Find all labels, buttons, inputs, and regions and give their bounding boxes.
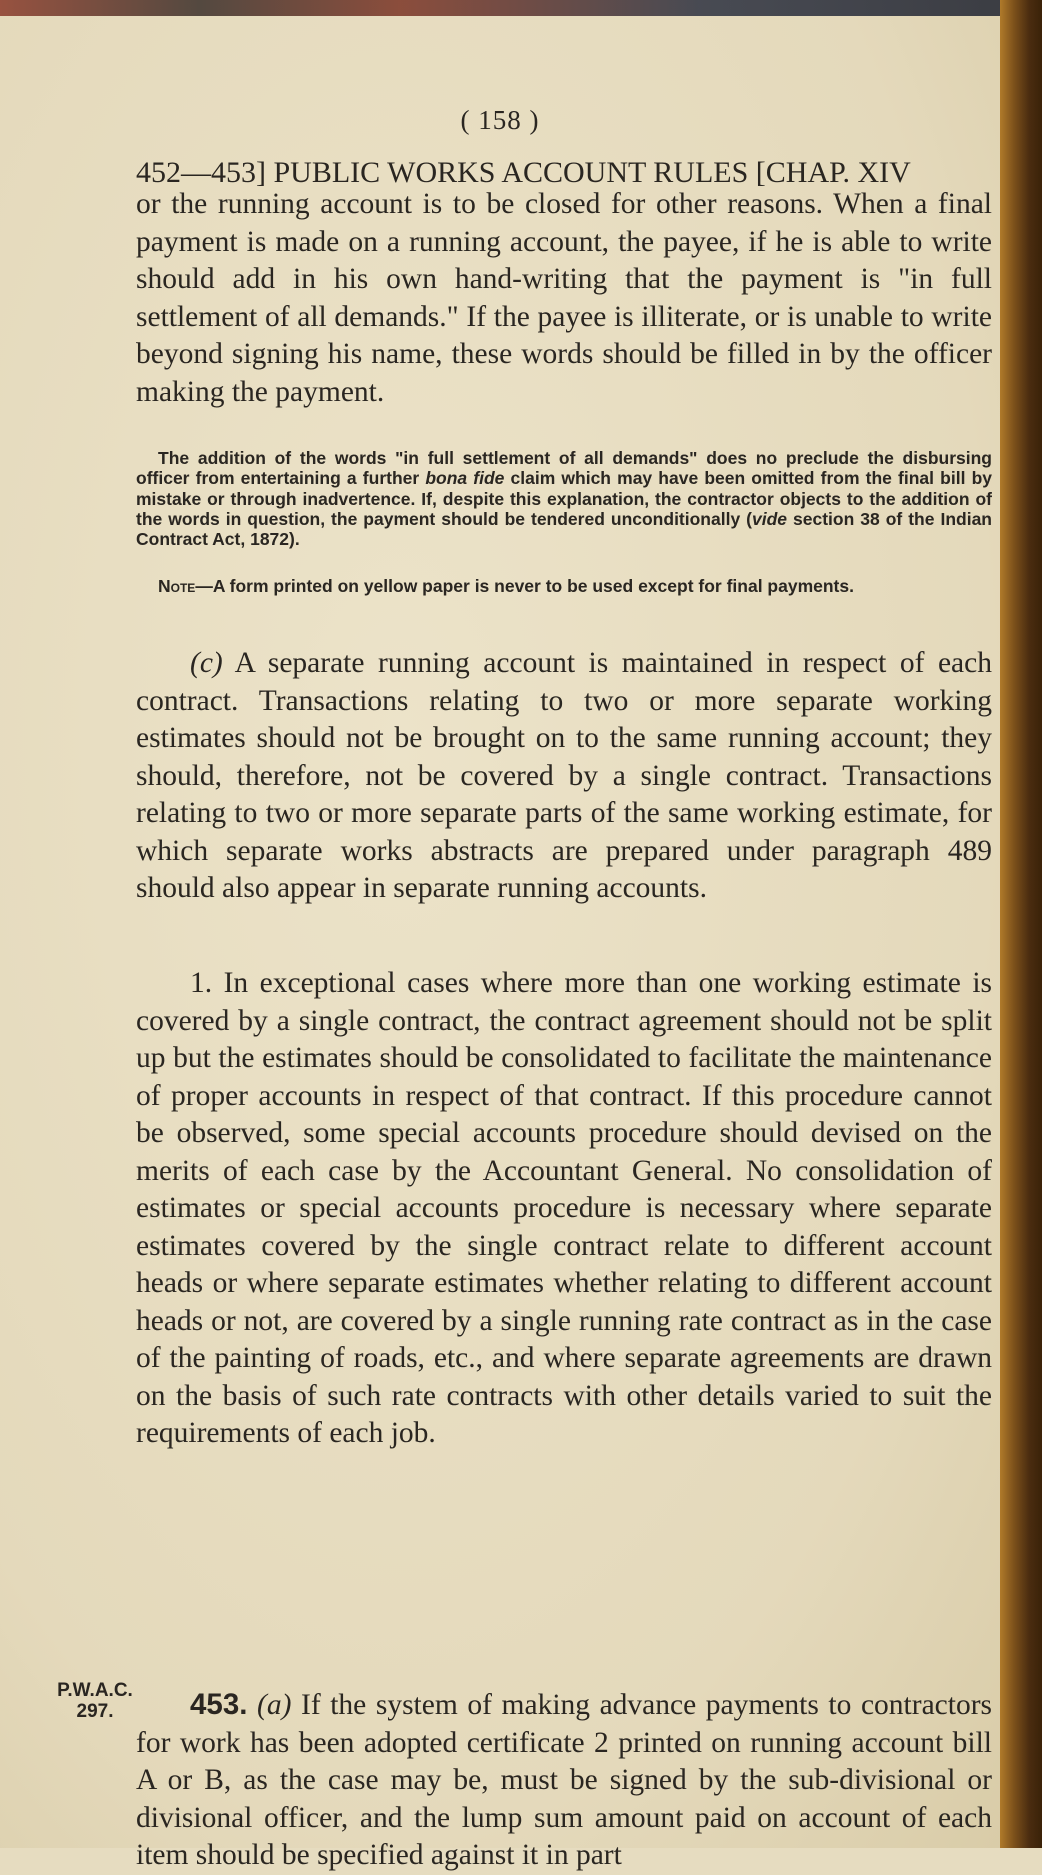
note-italic-vide: vide [752, 508, 788, 529]
note-italic-bona-fide: bona fide [425, 468, 505, 489]
page-number: ( 158 ) [460, 105, 540, 135]
note-text: —A form printed on yellow paper is never to be used except for final payments. [195, 576, 854, 596]
paragraph-453-text: If the system of making advance payments to contractors for work has been adopted certificate 2 printed on running account bill A or B, as the case may be, must be signed by the sub-divisional or divisional officer, and the lump sum amount paid on account of each item should be specified against it in part [136, 1689, 993, 1871]
paragraph-453-number: 453. [190, 1688, 248, 1721]
running-head: 452—453] PUBLIC WORKS ACCOUNT RULES [CHAP. XIV [136, 156, 911, 189]
note-text-after: claim which may have been omitted from the final bill by mistake or through inadvertence. If, despite this explanation, the contractor objects to the addition of the words in question, the payment should be tendered unconditionally ( [136, 468, 993, 529]
paragraph-453 [136, 1686, 992, 1875]
paragraph-c-text: A separate running account is maintained in respect of each contract. Transactions relating to two or more separate working estimates should not be brought on to the same running account; they should, therefore, not be covered by a single contract. Transactions relating to two or more separate parts of the same working estimate, for which separate works abstracts are prepared under paragraph 489 should also appear in separate running accounts. [136, 647, 992, 904]
note-paragraph-addition [136, 448, 992, 549]
paragraph-c [136, 645, 992, 908]
paragraph-c-marker: (c) [190, 647, 223, 679]
page-top-edge [0, 0, 1000, 16]
paragraph-453-marker: (a) [257, 1689, 292, 1721]
margin-reference-line1: P.W.A.C. [57, 1680, 133, 1701]
paragraph-continuation: or the running account is to be closed for other reasons. When a final payment is made on a running account, the payee, if he is able to write should add in his own hand-writing that the payment is "in full settlement of all demands." If the payee is illiterate, or is unable to write beyond signing his name, these words should be filled in by the officer making the payment. [136, 188, 992, 408]
margin-reference [50, 1680, 140, 1722]
book-spine-edge [1000, 0, 1042, 1848]
note-text-before: The addition of the words "in full settlement of all demands" does no preclude the disbursing officer from entertaining a further [136, 448, 992, 489]
paragraph-1: 1. In exceptional cases where more than one working estimate is covered by a single contract, the contract agreement should not be split up but the estimates should be consolidated to facilitate the maintenance of proper accounts in respect of that contract. If this procedure cannot be observed, some special accounts procedure should devised on the merits of each case by the Accountant General. No consolidation of estimates or special accounts procedure is necessary where separate estimates covered by the single contract relate to different account heads or where separate estimates whether relating to different account heads or not, are covered by a single running rate contract as in the case of the painting of roads, etc., and where separate agreements are drawn on the basis of such rate contracts with other details varied to suit the requirements of each job. [136, 967, 992, 1449]
margin-reference-line2: 297. [76, 1701, 114, 1722]
note-text-end: section 38 of the Indian Contract Act, 1872). [136, 508, 992, 550]
note-paragraph-yellow-form [136, 576, 992, 596]
note-label: Note [158, 576, 196, 596]
